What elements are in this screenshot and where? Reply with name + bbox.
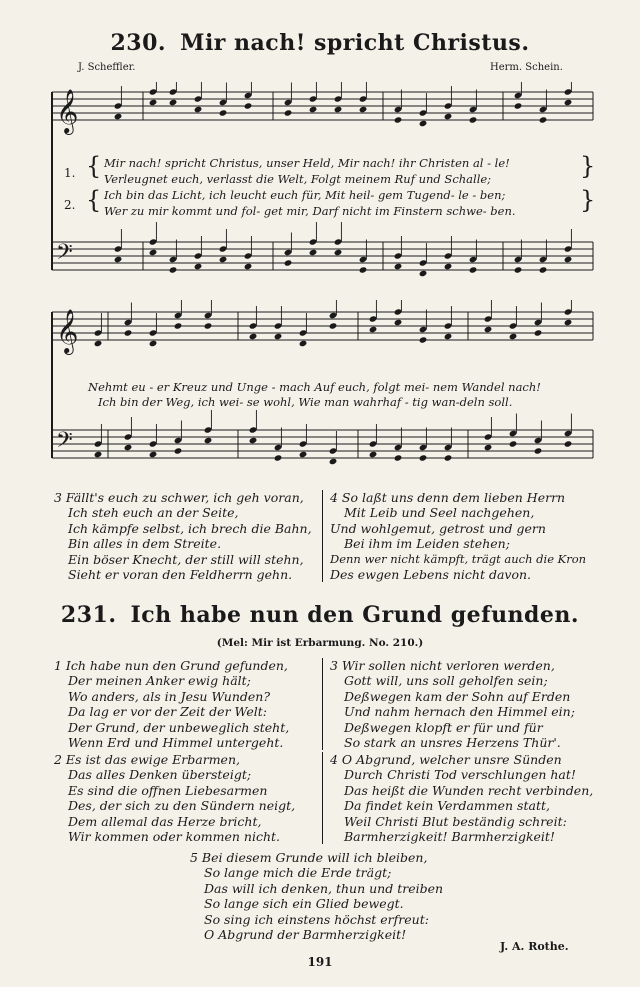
note-head (394, 116, 403, 123)
stanza-line: 5 Bei diesem Grunde will ich bleiben, (190, 850, 428, 865)
stanza-line: Bin alles in dem Streite. (68, 536, 222, 552)
note-head (394, 319, 403, 326)
stanza-line: Ein böser Knecht, der still will stehn, (68, 551, 304, 567)
note-head (309, 249, 318, 256)
note-head (444, 113, 453, 120)
note-head (244, 263, 253, 270)
note-head (194, 106, 203, 113)
stanza-line: Wir kommen oder kommen nicht. (68, 829, 280, 845)
stanza-line: Es sind die offnen Liebesarmen (68, 782, 268, 798)
note-head (444, 263, 453, 270)
note-head (394, 454, 403, 461)
note-head (564, 99, 573, 106)
note-head (359, 266, 368, 273)
stanza-line: 1 Ich habe nun den Grund gefunden, (54, 658, 288, 673)
note-head (194, 263, 203, 270)
note-head (419, 454, 428, 461)
stanza-line: Des ewgen Lebens nicht davon. (330, 567, 532, 583)
note-head (334, 106, 343, 113)
melody-reference: (Mel: Mir ist Erbarmung. No. 210.) (216, 637, 424, 649)
stanza-line: Denn wer nicht kämpft, trägt auch die Kron (330, 551, 587, 566)
note-head (299, 340, 308, 347)
note-head (204, 322, 213, 329)
note-head (514, 266, 523, 273)
note-head (169, 266, 178, 273)
brace-verse-1-right: } (580, 152, 596, 180)
lyric-line-3: Ich bin das Licht, ich leucht euch für, Mit heil- gem Tugend- le - ben; (104, 188, 506, 202)
composer-credit: Herm. Schein. (490, 62, 563, 73)
note-head (444, 454, 453, 461)
column-divider (322, 658, 323, 750)
note-head (564, 319, 573, 326)
note-head (169, 99, 178, 106)
stanza-line: So lange sich ein Glied bewegt. (204, 896, 404, 912)
note-head (124, 329, 133, 336)
page-number: 191 (307, 955, 333, 969)
note-head (359, 106, 368, 113)
hymn-231-stanza-3 (330, 658, 602, 750)
note-head (274, 333, 283, 340)
note-head (249, 437, 258, 444)
stanza-line: So lange mich die Erde trägt; (204, 865, 392, 881)
stanza-line: 4 O Abgrund, welcher unsre Sünden (330, 752, 562, 767)
note-head (514, 102, 523, 109)
bass-clef-icon: 𝄢 (56, 428, 73, 458)
hymn-231-author: J. A. Rothe. (500, 940, 569, 953)
note-head (309, 106, 318, 113)
note-head (114, 256, 123, 263)
note-head (564, 440, 573, 447)
stanza-line: Der meinen Anker ewig hält; (68, 673, 251, 689)
note-head (484, 444, 493, 451)
hymn-230-stanza-4 (330, 490, 600, 582)
note-head (534, 447, 543, 454)
stanza-line: 2 Es ist das ewige Erbarmen, (54, 752, 240, 767)
hymn-231-stanza-5 (190, 850, 490, 942)
stanza-line: Des, der sich zu den Sündern neigt, (68, 798, 296, 814)
note-head (149, 340, 158, 347)
stanza-line: Dem allemal das Herze bricht, (68, 813, 262, 829)
note-head (509, 333, 518, 340)
note-head (369, 451, 378, 458)
note-head (419, 336, 428, 343)
stanza-line: Und nahm hernach den Himmel ein; (344, 704, 575, 720)
note-head (469, 266, 478, 273)
note-head (334, 249, 343, 256)
note-head (149, 99, 158, 106)
stanza-line: Durch Christi Tod verschlungen hat! (344, 767, 576, 783)
brace-verse-1: { (86, 152, 102, 180)
treble-clef-icon: 𝄞 (56, 309, 79, 353)
note-head (329, 458, 338, 465)
verse-number-1: 1. (64, 166, 76, 180)
treble-clef-icon: 𝄞 (56, 89, 79, 133)
stanza-line: 4 So laßt uns denn dem lieben Herrn (330, 490, 566, 505)
hymn-231-stanza-2 (54, 752, 316, 844)
stanza-line: O Abgrund der Barmherzigkeit! (204, 927, 407, 943)
lyric-line-2: Verleugnet euch, verlasst die Welt, Folgt meinem Ruf und Schalle; (104, 172, 492, 186)
bass-clef-icon: 𝄢 (56, 240, 73, 270)
note-head (219, 109, 228, 116)
brace-verse-2: { (86, 186, 102, 214)
stanza-line: Wo anders, als in Jesu Wunden? (68, 688, 271, 704)
note-head (484, 326, 493, 333)
stanza-line: Weil Christi Blut beständig schreit: (344, 813, 567, 829)
note-head (94, 451, 103, 458)
brace-verse-2-right: } (580, 186, 596, 214)
note-head (274, 454, 283, 461)
stanza-line: So stark an unsres Herzens Thür'. (344, 735, 561, 751)
lyric-line-5: Nehmt eu - er Kreuz und Unge - mach Auf euch, folgt mei- nem Wandel nach! (88, 380, 541, 394)
note-head (244, 102, 253, 109)
note-head (419, 270, 428, 277)
note-head (509, 440, 518, 447)
stanza-line: Deßwegen klopft er für und für (344, 719, 543, 735)
stanza-line: Mit Leib und Seel nachgehen, (344, 505, 535, 521)
stanza-line: 3 Wir sollen nicht verloren werden, (330, 658, 555, 673)
hymn-231-title (0, 602, 640, 628)
stanza-line: Und wohlgemut, getrost und gern (330, 520, 546, 536)
stanza-line: Da findet kein Verdammen statt, (344, 798, 550, 814)
hymn-231-stanza-1 (54, 658, 316, 750)
stanza-line: Ich steh euch an der Seite, (68, 505, 239, 521)
note-head (299, 451, 308, 458)
hymn-230-stanza-3 (54, 490, 318, 582)
note-head (149, 249, 158, 256)
stanza-line: Sieht er voran den Feldherrn gehn. (68, 567, 293, 583)
note-head (249, 333, 258, 340)
note-head (469, 116, 478, 123)
note-head (329, 322, 338, 329)
stanza-line: Wenn Erd und Himmel untergeht. (68, 735, 284, 751)
hymn-230-number: 230. (110, 30, 167, 56)
note-head (284, 259, 293, 266)
lyric-line-4: Wer zu mir kommt und fol- get mir, Darf nicht im Finstern schwe- ben. (104, 204, 516, 218)
lyricist-credit: J. Scheffler. (78, 62, 136, 73)
stanza-line: Ich kämpfe selbst, ich brech die Bahn, (68, 520, 312, 536)
column-divider (322, 752, 323, 844)
stanza-line: Deßwegen kam der Sohn auf Erden (344, 688, 571, 704)
hymn-230-title (0, 30, 640, 56)
stanza-line: Das heißt die Wunden recht verbinden, (344, 782, 594, 798)
stanza-line: Das will ich denken, thun und treiben (204, 880, 444, 896)
stanza-line: Der Grund, der unbeweglich steht, (68, 719, 290, 735)
stanza-line: Da lag er vor der Zeit der Welt: (68, 704, 267, 720)
note-head (394, 263, 403, 270)
lyric-line-1: Mir nach! spricht Christus, unser Held, Mir nach! ihr Christen al - le! (104, 156, 510, 170)
note-head (219, 256, 228, 263)
note-head (539, 266, 548, 273)
note-head (534, 329, 543, 336)
hymn-231-title-text: Ich habe nun den Grund gefunden. (130, 602, 580, 628)
note-head (114, 113, 123, 120)
hymn-231-number: 231. (60, 602, 117, 628)
note-head (564, 256, 573, 263)
stanza-line: 3 Fällt's euch zu schwer, ich geh voran, (54, 490, 304, 505)
verse-number-2: 2. (64, 198, 76, 212)
note-head (369, 326, 378, 333)
note-head (174, 322, 183, 329)
stanza-line: So sing ich einstens höchst erfreut: (204, 911, 429, 927)
stanza-line: Das alles Denken übersteigt; (68, 767, 252, 783)
note-head (419, 120, 428, 127)
column-divider (322, 490, 323, 582)
stanza-line: Barmherzigkeit! Barmherzigkeit! (344, 829, 555, 845)
note-head (124, 444, 133, 451)
hymn-230-title-text: Mir nach! spricht Christus. (180, 30, 530, 56)
stanza-line: Gott will, uns soll geholfen sein; (344, 673, 548, 689)
hymn-231-stanza-4 (330, 752, 602, 844)
lyric-line-6: Ich bin der Weg, ich wei- se wohl, Wie man wahrhaf - tig wan-deln soll. (98, 395, 513, 409)
note-head (149, 451, 158, 458)
note-head (94, 340, 103, 347)
note-head (539, 116, 548, 123)
note-head (444, 333, 453, 340)
note-head (284, 109, 293, 116)
note-head (204, 437, 213, 444)
note-head (174, 447, 183, 454)
stanza-line: Bei ihm im Leiden stehen; (344, 536, 510, 552)
